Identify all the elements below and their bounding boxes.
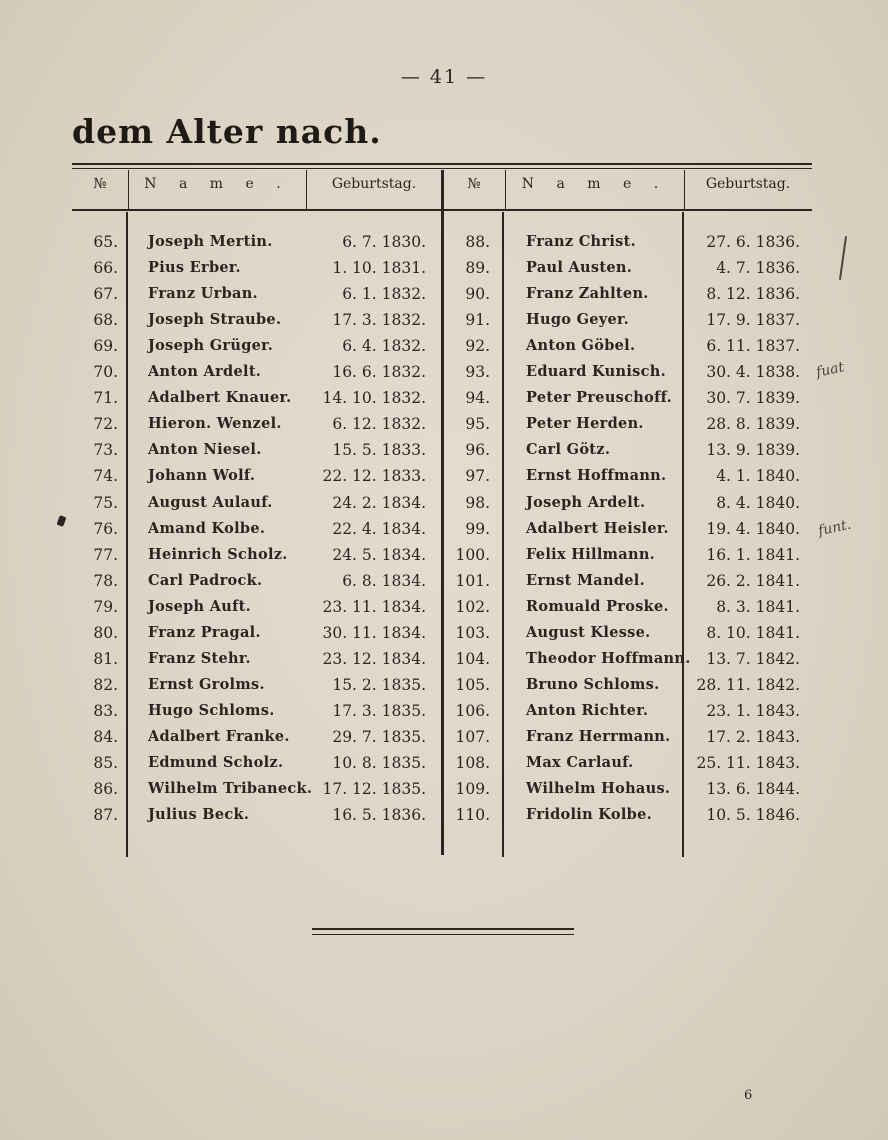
row-birthday: 30. 4. 1838. [706,363,800,381]
row-name: Bruno Schloms. [526,676,660,693]
header-name-left: N a m e . [144,176,290,192]
row-birthday: 14. 10. 1832. [322,389,426,407]
row-name: Julius Beck. [148,806,250,823]
row-number: 80. [93,624,118,642]
row-name: Ernst Mandel. [526,572,645,589]
row-birthday: 24. 5. 1834. [332,546,426,564]
row-number: 71. [93,389,118,407]
row-number: 107. [455,728,490,746]
row-birthday: 17. 2. 1843. [706,728,800,746]
row-number: 82. [93,676,118,694]
row-name: Joseph Ardelt. [526,494,646,511]
row-name: Franz Pragal. [148,624,261,641]
row-birthday: 28. 11. 1842. [696,676,800,694]
row-name: Adalbert Heisler. [526,520,669,537]
row-name: August Klesse. [526,624,651,641]
row-number: 78. [93,572,118,590]
row-birthday: 17. 3. 1832. [332,311,426,329]
row-name: Franz Stehr. [148,650,251,667]
header-name-right: N a m e . [521,176,668,192]
row-number: 72. [93,415,118,433]
row-number: 93. [465,363,490,381]
row-number: 83. [93,702,118,720]
row-name: Wilhelm Tribaneck. [148,780,313,797]
row-number: 87. [93,806,118,824]
row-birthday: 28. 8. 1839. [706,415,800,433]
row-birthday: 17. 12. 1835. [322,780,426,798]
row-birthday: 4. 1. 1840. [716,467,800,485]
row-name: Anton Richter. [526,702,649,719]
row-birthday: 6. 1. 1832. [342,285,426,303]
row-birthday: 8. 3. 1841. [716,598,800,616]
sheet-number: 6 [744,1088,753,1103]
row-birthday: 8. 4. 1840. [716,494,800,512]
row-number: 67. [93,285,118,303]
row-birthday: 1. 10. 1831. [332,259,426,277]
header-nr-right: № [467,176,481,192]
row-name: Ernst Grolms. [148,676,265,693]
row-name: Theodor Hoffmann. [526,650,691,667]
row-number: 76. [93,520,118,538]
header-nr-left: № [93,176,107,192]
row-birthday: 6. 11. 1837. [706,337,800,355]
row-birthday: 30. 7. 1839. [706,389,800,407]
row-number: 97. [465,467,490,485]
row-name: Johann Wolf. [148,467,256,484]
row-name: Franz Christ. [526,233,636,250]
row-birthday: 17. 9. 1837. [706,311,800,329]
row-number: 70. [93,363,118,381]
row-number: 74. [93,467,118,485]
row-name: Joseph Grüger. [148,337,274,354]
row-birthday: 24. 2. 1834. [332,494,426,512]
row-name: Adalbert Knauer. [148,389,292,406]
row-name: Adalbert Franke. [148,728,290,745]
row-birthday: 30. 11. 1834. [322,624,426,642]
header-birthday-right: Geburtstag. [705,176,791,192]
row-name: Pius Erber. [148,259,241,276]
row-number: 94. [465,389,490,407]
row-birthday: 22. 4. 1834. [332,520,426,538]
row-birthday: 23. 1. 1843. [706,702,800,720]
row-name: Peter Herden. [526,415,644,432]
pencil-mark [839,236,847,280]
row-number: 86. [93,780,118,798]
row-number: 104. [455,650,490,668]
row-number: 89. [465,259,490,277]
row-name: Romuald Proske. [526,598,669,615]
margin-note: funt. [816,516,853,540]
column-divider [502,212,504,857]
row-number: 102. [455,598,490,616]
row-birthday: 13. 7. 1842. [706,650,800,668]
row-name: Felix Hillmann. [526,546,656,563]
row-name: Anton Niesel. [148,441,262,458]
row-number: 73. [93,441,118,459]
row-number: 99. [465,520,490,538]
row-birthday: 22. 12. 1833. [322,467,426,485]
row-number: 110. [455,806,490,824]
row-name: Peter Preuschoff. [526,389,672,406]
margin-note: fuat [814,359,846,381]
row-number: 106. [455,702,490,720]
row-name: Anton Göbel. [526,337,636,354]
row-name: Fridolin Kolbe. [526,806,652,823]
column-divider [126,212,128,857]
row-number: 105. [455,676,490,694]
row-number: 95. [465,415,490,433]
row-name: Hugo Schloms. [148,702,275,719]
row-number: 109. [455,780,490,798]
row-number: 108. [455,754,490,772]
row-number: 84. [93,728,118,746]
table-top-rule-thin [72,168,812,169]
row-number: 68. [93,311,118,329]
row-number: 79. [93,598,118,616]
row-name: Eduard Kunisch. [526,363,666,380]
row-number: 77. [93,546,118,564]
row-name: Heinrich Scholz. [148,546,288,563]
row-birthday: 25. 11. 1843. [696,754,800,772]
row-name: Joseph Auft. [148,598,252,615]
row-birthday: 29. 7. 1835. [332,728,426,746]
row-birthday: 23. 12. 1834. [322,650,426,668]
ink-mark [57,515,67,527]
row-name: Franz Urban. [148,285,258,302]
row-name: Franz Zahlten. [526,285,649,302]
row-number: 100. [455,546,490,564]
row-birthday: 10. 5. 1846. [706,806,800,824]
bottom-rule [312,928,574,930]
row-name: Carl Götz. [526,441,611,458]
row-birthday: 6. 12. 1832. [332,415,426,433]
row-name: Paul Austen. [526,259,633,276]
row-number: 66. [93,259,118,277]
table-top-rule [72,163,812,165]
bottom-rule-thin [312,934,574,935]
row-number: 98. [465,494,490,512]
row-birthday: 26. 2. 1841. [706,572,800,590]
row-birthday: 15. 2. 1835. [332,676,426,694]
row-number: 69. [93,337,118,355]
row-name: Franz Herrmann. [526,728,671,745]
header-birthday-left: Geburtstag. [331,176,417,192]
row-name: August Aulauf. [148,494,273,511]
row-name: Anton Ardelt. [148,363,262,380]
row-birthday: 13. 6. 1844. [706,780,800,798]
row-birthday: 6. 4. 1832. [342,337,426,355]
row-birthday: 6. 8. 1834. [342,572,426,590]
row-number: 90. [465,285,490,303]
row-number: 81. [93,650,118,668]
row-number: 88. [465,233,490,251]
row-birthday: 8. 12. 1836. [706,285,800,303]
row-number: 75. [93,494,118,512]
row-number: 101. [455,572,490,590]
row-number: 65. [93,233,118,251]
row-birthday: 16. 1. 1841. [706,546,800,564]
row-birthday: 19. 4. 1840. [706,520,800,538]
row-name: Hugo Geyer. [526,311,630,328]
row-birthday: 6. 7. 1830. [342,233,426,251]
row-name: Max Carlauf. [526,754,634,771]
section-heading: dem Alter nach. [72,112,382,151]
row-number: 103. [455,624,490,642]
row-birthday: 23. 11. 1834. [322,598,426,616]
row-name: Hieron. Wenzel. [148,415,282,432]
row-name: Amand Kolbe. [148,520,266,537]
row-birthday: 13. 9. 1839. [706,441,800,459]
row-birthday: 17. 3. 1835. [332,702,426,720]
row-name: Carl Padrock. [148,572,263,589]
row-number: 85. [93,754,118,772]
row-birthday: 4. 7. 1836. [716,259,800,277]
page-number: — 41 — [400,66,488,88]
row-name: Joseph Mertin. [148,233,273,250]
row-name: Wilhelm Hohaus. [526,780,671,797]
row-birthday: 16. 5. 1836. [332,806,426,824]
row-birthday: 8. 10. 1841. [706,624,800,642]
row-name: Ernst Hoffmann. [526,467,667,484]
row-birthday: 10. 8. 1835. [332,754,426,772]
row-name: Joseph Straube. [148,311,282,328]
row-number: 91. [465,311,490,329]
row-number: 96. [465,441,490,459]
row-birthday: 16. 6. 1832. [332,363,426,381]
row-name: Edmund Scholz. [148,754,284,771]
row-birthday: 15. 5. 1833. [332,441,426,459]
row-birthday: 27. 6. 1836. [706,233,800,251]
row-number: 92. [465,337,490,355]
